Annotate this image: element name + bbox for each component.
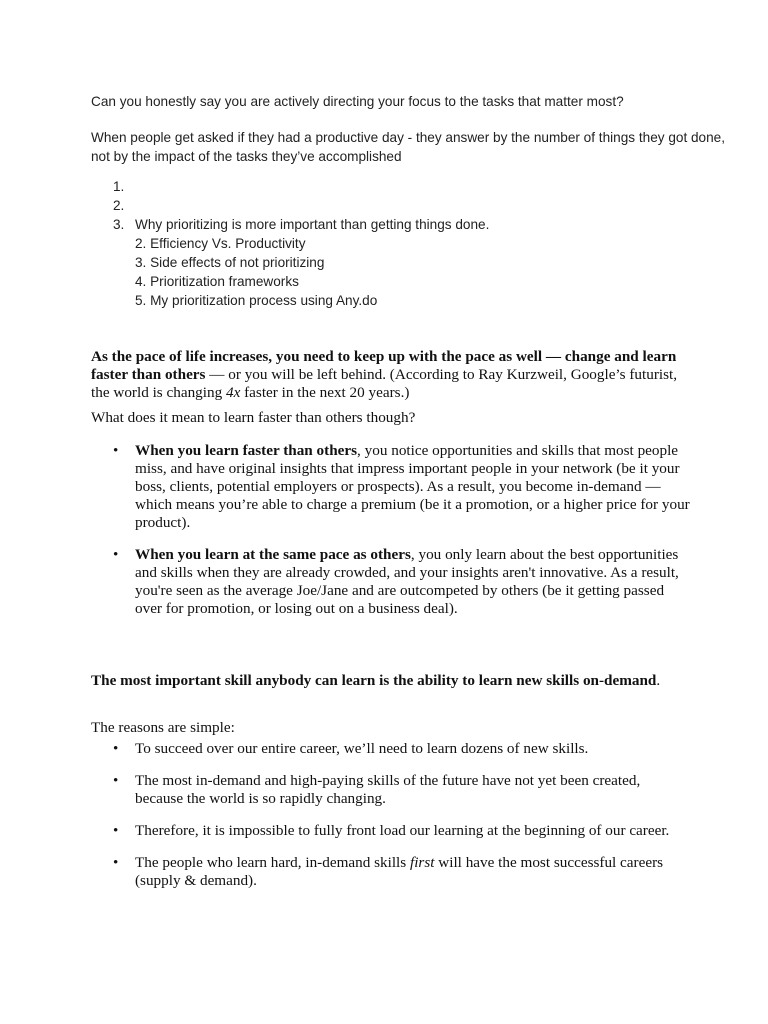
section1-question: What does it mean to learn faster than others though? — [91, 409, 416, 426]
list-item — [91, 442, 691, 532]
list-item — [91, 740, 691, 758]
bullet-glyph: • — [113, 442, 119, 459]
bullet-text: To succeed over our entire career, we’ll need to learn dozens of new skills. — [135, 740, 589, 757]
list-item — [91, 772, 691, 808]
bullet-glyph: • — [113, 772, 119, 789]
outline-item — [91, 215, 691, 234]
bullet-text: The people who learn hard, in-demand skills — [135, 854, 410, 871]
bullet-glyph: • — [113, 740, 119, 757]
bullet-glyph: • — [113, 822, 119, 839]
section1-heading-bold: As the pace of life increases, you need to keep up with the pace as well — change and learn faster than others — [91, 348, 677, 383]
list-item — [91, 854, 691, 890]
outline-item — [91, 177, 691, 196]
section2-heading-bold: The most important skill anybody can learn is the ability to learn new skills on-demand — [91, 672, 657, 689]
outline-number: 3. — [113, 217, 125, 232]
outline-list — [91, 177, 691, 310]
list-item — [91, 822, 691, 840]
section1-heading-rest-2: faster in the next 20 years.) — [240, 384, 410, 401]
section1-heading — [91, 348, 691, 402]
section2-heading — [91, 672, 691, 690]
outline-number: 1. — [113, 179, 125, 194]
outline-subitem: 4. Prioritization frameworks — [135, 274, 299, 289]
bullet-text: Therefore, it is impossible to fully front load our learning at the beginning of our career. — [135, 822, 670, 839]
intro-question: Can you honestly say you are actively directing your focus to the tasks that matter most? — [91, 94, 624, 109]
bullet-glyph: • — [113, 546, 119, 563]
outline-item — [91, 196, 691, 215]
bullet-italic: first — [409, 854, 435, 871]
section1-heading-rest: — or you will be left behind. (According to Ray Kurzweil, Google’s futurist, the world is changing — [91, 366, 678, 401]
bullet-bold: When you learn at the same pace as others — [135, 546, 411, 563]
intro-statement: When people get asked if they had a productive day - they answer by the number of things they got done, not by the impact of the tasks they’ve accomplished — [91, 130, 726, 164]
bullet-text: , you notice opportunities and skills that most people miss, and have original insights that impress important people in your network (be it your boss, clients, potential employers or prospects). As a result, you become in-demand — which means you’re able to charge a premium (be it a promotion, or a higher price for your product). — [135, 442, 690, 531]
outline-subitem: 2. Efficiency Vs. Productivity — [135, 236, 306, 251]
outline-text: Why prioritizing is more important than getting things done. — [135, 217, 490, 232]
section2-heading-rest: . — [656, 672, 661, 689]
bullet-glyph: • — [113, 854, 119, 871]
section1-bullet-list — [91, 442, 691, 632]
bullet-bold: When you learn faster than others — [135, 442, 358, 459]
outline-subitem: 3. Side effects of not prioritizing — [135, 255, 325, 270]
bullet-text: The most in-demand and high-paying skills of the future have not yet been created, because the world is so rapidly changing. — [135, 772, 641, 807]
list-item — [91, 546, 691, 618]
outline-subitem: 5. My prioritization process using Any.do — [135, 293, 378, 308]
bullet-text-rest: will have the most successful careers (supply & demand). — [135, 854, 664, 889]
outline-number: 2. — [113, 198, 125, 213]
section2-lead: The reasons are simple: — [91, 719, 235, 736]
bullet-text: , you only learn about the best opportunities and skills when they are already crowded, and your insights aren't innovative. As a result, you're seen as the average Joe/Jane and are outcompeted by others (be it getting passed over for promotion, or losing out on a business deal). — [135, 546, 679, 617]
section2-bullet-list — [91, 740, 691, 904]
section1-heading-italic: 4x — [225, 384, 241, 401]
